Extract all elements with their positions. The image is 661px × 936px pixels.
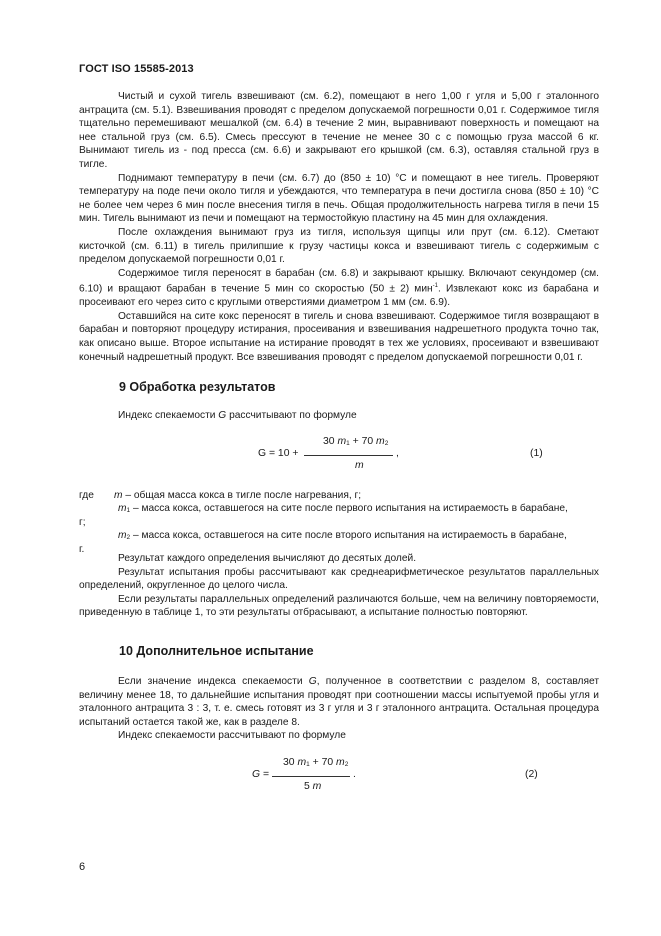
where-item-tail: г; — [79, 517, 86, 528]
where-item: $m_1$ – масса кокса, оставшегося на сите после первого испытания на истираемость в барабане, — [118, 503, 568, 514]
procedure-text — [79, 90, 599, 364]
page-number: 6 — [79, 861, 86, 873]
section-10-text — [79, 675, 599, 743]
formula-numerator: 30 $m_1 + 70$ $m_2$ — [323, 436, 389, 447]
section-9-intro: Индекс спекаемости G рассчитывают по формуле — [118, 410, 357, 421]
paragraph: Поднимают температуру в печи (см. 6.7) до (850 ± 10) °С и помещают в нее тигель. Проверяют температуру на поде печи около тигля и убеждаются, что температура в печи достигла снова (850 ± 10) °С не более чем через 6 мин после внесения тигля в печь. Общая продолжительность нагрева тигля в печи 15 мин. Тигель вынимают из печи и помещают на термостойкую пластину на 45 мин для охлаждения. — [79, 172, 599, 225]
paragraph: Содержимое тигля переносят в барабан (см. 6.8) и закрывают крышку. Включают секундомер (см. 6.10) и вращают барабан в течение 5 мин со скоростью (50 ± 2) мин$^{-1}$. Извлекают кокс из барабана и просеивают его через сито с круглыми отверстиями диаметром 1 мм (см. 6.9). — [79, 267, 599, 309]
paragraph: Оставшийся на сите кокс переносят в тигель и снова взвешивают. Содержимое тигля возвращают в барабан и повторяют процедуру истирания, просеивания и взвешивания надрешетного продукта точно так, как описано выше. Второе испытание на истирание проводят в тех же условиях, просеивают и взвешивают конечный надрешетный продукт. Все взвешивания проводят с пределом допускаемой погрешности 0,01 г. — [79, 310, 599, 363]
formula-lhs: G = — [252, 769, 270, 780]
paragraph-text: Извлекают кокс из барабана и просеивают его через сито с круглыми отверстиями диаметром 1 мм (см. 6.9). — [79, 283, 599, 309]
formula-lhs: G = 10 + — [258, 448, 299, 459]
section-10-heading: 10 Дополнительное испытание — [119, 644, 314, 658]
fraction-bar — [304, 455, 393, 456]
document-header: ГОСТ ISO 15585-2013 — [79, 63, 194, 75]
variable-G: G — [308, 676, 317, 687]
where-item: m – общая масса кокса в тигле после нагревания, г; — [114, 490, 362, 501]
paragraph: Результат каждого определения вычисляют до десятых долей. — [118, 553, 417, 564]
formula-number: (1) — [530, 448, 543, 459]
paragraph: Результат испытания пробы рассчитывают как среднеарифметическое результатов параллельных определений, округленное до целого числа. — [79, 566, 599, 592]
where-item-tail: г. — [79, 544, 85, 555]
paragraph-text: Содержимое тигля переносят в барабан (см. 6.8) и закрывают крышку. Включают секундомер (см. 6.10) и вращают барабан в течение 5 мин со скоростью (50 ± 2) мин — [79, 267, 599, 295]
paragraph: После охлаждения вынимают груз из тигля, используя щипцы или прут (см. 6.12). Сметают кисточкой (см. 6.11) в тигель прилипшие к грузу частицы кокса и взвешивают тигель с содержимым с пределом допускаемой погрешности 0,01 г. — [79, 226, 599, 266]
paragraph: Если значение индекса спекаемости G, полученное в соответствии с разделом 8, составляет величину менее 18, то дальнейшие испытания проводят при соотношении массы испытуемой пробы угля и эталонного антрацита 3 : 3, т. е. смесь готовят из 3 г угля и 3 г эталонного антрацита. Остальная процедура испытаний остается такой же, как в разделе 8. — [79, 676, 599, 728]
paragraph: Если результаты параллельных определений различаются больше, чем на величину повторяемости, приведенную в таблице 1, то эти результаты отбрасывают, а испытание полностью повторяют. — [79, 593, 599, 619]
formula-punct: . — [353, 769, 356, 780]
fraction-bar — [272, 776, 350, 777]
formula-denominator: 5 m — [304, 781, 322, 792]
formula-punct: , — [396, 448, 399, 459]
formula-number: (2) — [525, 769, 538, 780]
superscript: -1 — [432, 283, 438, 290]
where-item: $m_2$ – масса кокса, оставшегося на сите после второго испытания на истираемость в барабане, — [118, 530, 567, 541]
paragraph: Чистый и сухой тигель взвешивают (см. 6.2), помещают в него 1,00 г угля и 5,00 г эталонного антрацита (см. 5.1). Взвешивания проводят с пределом допускаемой погрешности 0,01 г. Содержимое тигля тщательно перемешивают мешалкой (см. 6.4) в течение 2 мин, выравнивают поверхность и помещают на нее стальной груз (см. 6.5). Смесь прессуют в течение не менее 30 с с помощью груза массой 6 кг. Вынимают тигель из - под пресса (см. 6.6) и закрывают его крышкой (см. 6.3), оставляя стальной груз в тигле. — [79, 91, 599, 170]
paragraph: Индекс спекаемости рассчитывают по формуле — [118, 730, 346, 742]
variable-G: G — [218, 410, 227, 421]
formula-denominator: m — [355, 460, 364, 471]
section-9-heading: 9 Обработка результатов — [119, 380, 276, 394]
section-9-text — [79, 552, 599, 620]
where-label: где — [79, 490, 94, 501]
formula-numerator: 30 $m_1 + 70$ $m_2$ — [283, 757, 349, 768]
